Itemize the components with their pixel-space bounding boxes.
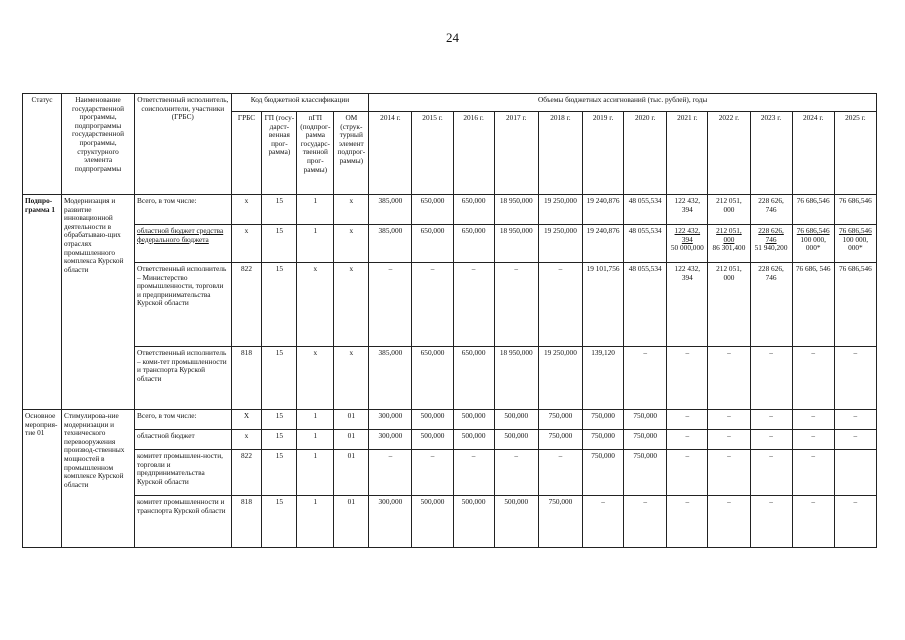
value: 500,000 [420,411,445,420]
value: 300,000 [378,411,403,420]
value-cell [538,347,582,410]
value: 18 950,000 [499,348,533,357]
value: 500,000 [504,431,529,440]
value-cell [583,410,624,430]
value: 750,000 [548,497,573,506]
code-pgp: 1 [297,496,334,548]
value-cell [667,496,708,548]
value-federal: 100 000, 000* [800,234,826,253]
value-cell [834,496,876,548]
value: – [727,497,731,506]
value-cell [583,450,624,496]
value-cell [834,430,876,450]
value-cell [369,450,412,496]
value: 76 686,546 [838,226,872,235]
value-cell [750,195,792,225]
header-year-6: 2020 г. [624,112,667,195]
code-om: x [334,347,369,410]
code-grbs: x [231,225,262,263]
value-cell [750,347,792,410]
header-responsible: Ответственный исполнитель, соисполнители, участники (ГРБС) [135,94,232,195]
value: – [769,348,773,357]
code-grbs: X [231,410,262,430]
value: 385,000 [378,348,403,357]
code-gp: 15 [262,347,297,410]
value: 385,000 [378,226,403,235]
value: – [811,348,816,357]
value: – [685,348,690,357]
value-cell [792,195,834,225]
value-federal: 86 301,400 [712,243,746,253]
value: 500,000 [420,497,445,506]
value-cell [708,195,750,225]
value-cell [624,410,667,430]
value-cell [538,496,582,548]
value-cell [834,195,876,225]
value: 48 055,534 [628,226,662,235]
value-cell [369,263,412,347]
value: – [430,451,435,460]
header-volumes-group: Объемы бюджетных ассигнований (тыс. рублей), годы [369,94,877,112]
table-row [23,195,877,225]
value: – [727,451,731,460]
value: – [685,451,690,460]
value: 18 950,000 [499,226,533,235]
code-pgp: x [297,263,334,347]
value-cell [667,195,708,225]
value-cell [708,496,750,548]
value: 48 055,534 [628,264,662,273]
value-cell [792,496,834,548]
value-cell [792,347,834,410]
row-responsible: областной бюджет [135,430,232,450]
value-cell [453,410,494,430]
value-cell [412,263,453,347]
row-responsible: Всего, в том числе: [135,410,232,430]
header-year-9: 2023 г. [750,112,792,195]
value: 500,000 [461,411,486,420]
value: – [769,431,773,440]
value: 300,000 [378,431,403,440]
value-cell [708,410,750,430]
value-cell [708,430,750,450]
table-row [23,263,877,347]
value: 500,000 [461,497,486,506]
value-cell [624,347,667,410]
value-cell [538,225,582,263]
row-responsible: Ответственный исполнитель – Министерство промышленности, торговли и предпринимательства Курской области [135,263,232,347]
value: – [811,411,816,420]
code-grbs: 818 [231,496,262,548]
value: 750,000 [591,411,615,420]
value: 212 051, 000 [716,226,742,244]
table-row [23,496,877,548]
code-pgp: 1 [297,430,334,450]
value: 750,000 [591,451,615,460]
value: – [685,431,690,440]
value-cell [369,195,412,225]
value: 19 240,876 [586,196,620,205]
value: 650,000 [461,226,486,235]
header-year-11: 2025 г. [834,112,876,195]
value: 212 051, 000 [716,264,742,282]
value: – [601,497,605,506]
value: – [769,497,773,506]
code-pgp: 1 [297,410,334,430]
value: 19 250,000 [544,226,577,235]
value-cell [834,263,876,347]
value-cell [834,225,876,263]
page-number: 24 [446,30,459,45]
value: 76 686,546 [838,264,872,273]
value-cell [369,496,412,548]
header-name: Наименование государственной программы, подпрограммы государственной программы, структурного элемента подпрограммы [62,94,135,195]
code-pgp: x [297,347,334,410]
value: 750,000 [548,411,573,420]
value-cell [583,430,624,450]
code-gp: 15 [262,430,297,450]
value-cell [667,450,708,496]
value-cell [369,410,412,430]
value: 19 240,876 [586,226,620,235]
value-cell [453,225,494,263]
header-year-1: 2015 г. [412,112,453,195]
value-cell [792,410,834,430]
value-cell [792,263,834,347]
table-row [23,450,877,496]
budget-table [22,93,877,548]
value-cell [624,450,667,496]
value-cell [834,410,876,430]
value: – [643,348,648,357]
row-responsible: комитет промышленности и транспорта Курской области [135,496,232,548]
value-cell [583,195,624,225]
header-code-3: ОМ (струк-турный элемент подпрог-раммы) [334,112,369,195]
header-code-group: Код бюджетной классификации [231,94,369,112]
value-cell [453,496,494,548]
value: 750,000 [633,451,658,460]
value: 122 432, 394 [674,196,701,214]
code-pgp: 1 [297,195,334,225]
code-om: 01 [334,496,369,548]
value: 19 250,000 [544,196,577,205]
value-cell [834,347,876,410]
value-federal: 51 940,200 [754,243,788,253]
value-cell [708,263,750,347]
value: – [727,348,731,357]
code-grbs: 822 [231,450,262,496]
code-om: x [334,225,369,263]
value: 750,000 [591,431,615,440]
value-cell [750,450,792,496]
value-cell [750,410,792,430]
value-cell [708,450,750,496]
value: – [811,451,816,460]
value: – [853,348,858,357]
row-name: Стимулирова-ние модернизации и технического перевооружения производ-ственных мощностей в промышленном комплексе Курской области [62,410,135,548]
value-federal: 100 000, 000* [842,234,869,253]
code-gp: 15 [262,225,297,263]
code-grbs: x [231,430,262,450]
value-cell [834,450,876,496]
value: 212 051, 000 [716,196,742,214]
value: – [853,497,858,506]
value-cell [667,263,708,347]
value: 650,000 [420,226,445,235]
value-cell [667,225,708,263]
value-cell [453,195,494,225]
header-year-2: 2016 г. [453,112,494,195]
value-cell [494,225,538,263]
header-year-3: 2017 г. [494,112,538,195]
value-cell [792,225,834,263]
value-cell [583,347,624,410]
value: 650,000 [420,348,445,357]
value: – [514,264,519,273]
row-responsible: Всего, в том числе: [135,195,232,225]
value: 139,120 [591,348,615,357]
value-cell [494,450,538,496]
code-gp: 15 [262,450,297,496]
value: – [430,264,435,273]
value: 19 250,000 [544,348,577,357]
value: – [685,497,690,506]
value: 228 626, 746 [758,264,784,282]
row-responsible: областной бюджет средства федерального бюджета [135,225,232,263]
value-cell [792,430,834,450]
value-cell [538,430,582,450]
header-year-0: 2014 г. [369,112,412,195]
header-code-2: пГП (подпрог-рамма государс-твенной прог-раммы) [297,112,334,195]
header-year-5: 2019 г. [583,112,624,195]
value-cell [583,496,624,548]
value: 76 686,546 [796,196,830,205]
value: – [769,411,773,420]
value: 228 626, 746 [758,196,784,214]
value-cell [750,496,792,548]
value: 228 626, 746 [758,226,784,244]
value-cell [708,225,750,263]
value-cell [453,347,494,410]
row-status: Подпро-грамма 1 [23,195,62,410]
value-cell [494,496,538,548]
value: – [388,451,393,460]
code-om: 01 [334,410,369,430]
header-year-10: 2024 г. [792,112,834,195]
header-year-4: 2018 г. [538,112,582,195]
value-cell [412,347,453,410]
value: – [811,497,816,506]
value: 500,000 [420,431,445,440]
value: 300,000 [378,497,403,506]
value-cell [412,430,453,450]
value: – [685,411,690,420]
value: 650,000 [420,196,445,205]
value: 19 101,756 [586,264,620,273]
table-row [23,430,877,450]
code-om: 01 [334,450,369,496]
code-pgp: 1 [297,450,334,496]
row-name: Модернизация и развитие инновационной деятельности в обрабатываю-щих отраслях промышленного комплекса Курской области [62,195,135,410]
value-cell [624,430,667,450]
value-cell [412,410,453,430]
value-cell [412,225,453,263]
value: 750,000 [633,411,658,420]
value: – [769,451,773,460]
value: 650,000 [461,348,486,357]
value-cell [624,496,667,548]
code-om: x [334,263,369,347]
value: – [388,264,393,273]
code-om: 01 [334,430,369,450]
code-gp: 15 [262,263,297,347]
value: 76 686, 546 [795,264,831,273]
value: 385,000 [378,196,403,205]
value: – [558,264,563,273]
value-cell [750,430,792,450]
value: 500,000 [504,497,529,506]
value-cell [792,450,834,496]
value: 750,000 [633,431,658,440]
value-cell [412,195,453,225]
value-cell [750,225,792,263]
code-grbs: 818 [231,347,262,410]
value-cell [667,347,708,410]
value: 122 432, 394 [674,264,701,282]
table-row [23,410,877,430]
value-cell [750,263,792,347]
value-cell [538,263,582,347]
value-cell [583,225,624,263]
value-cell [624,263,667,347]
value: 18 950,000 [499,196,533,205]
value-cell [538,450,582,496]
value: 750,000 [548,431,573,440]
header-code-1: ГП (госу-дарст-венная прог-рамма) [262,112,297,195]
value-cell [494,410,538,430]
code-gp: 15 [262,496,297,548]
value-cell [453,450,494,496]
code-pgp: 1 [297,225,334,263]
value-cell [412,496,453,548]
value-federal: 50 000,000 [670,243,704,253]
value: 76 686,546 [838,196,872,205]
header-year-8: 2022 г. [708,112,750,195]
value: – [514,451,519,460]
table-row [23,347,877,410]
value: – [558,451,563,460]
value: – [471,451,476,460]
header-year-7: 2021 г. [667,112,708,195]
value: – [471,264,476,273]
value-cell [624,225,667,263]
value-cell [412,450,453,496]
value: 76 686,546 [796,226,830,235]
value-cell [369,347,412,410]
value-cell [538,195,582,225]
value: 650,000 [461,196,486,205]
value-cell [369,430,412,450]
value: 122 432, 394 [674,226,701,244]
value: – [727,411,731,420]
value-cell [708,347,750,410]
value-cell [538,410,582,430]
value-cell [494,430,538,450]
value: – [853,411,858,420]
code-gp: 15 [262,410,297,430]
value-cell [494,263,538,347]
row-status: Основное мероприя-тие 01 [23,410,62,548]
value: 48 055,534 [628,196,662,205]
value-cell [667,410,708,430]
value: – [811,431,816,440]
code-om: x [334,195,369,225]
value: – [853,431,858,440]
code-grbs: x [231,195,262,225]
code-gp: 15 [262,195,297,225]
row-responsible: комитет промышлен-ности, торговли и предпринимательства Курской области [135,450,232,496]
value-cell [494,195,538,225]
value: – [727,431,731,440]
value-cell [624,195,667,225]
value-cell [453,430,494,450]
value: 500,000 [504,411,529,420]
value-cell [583,263,624,347]
code-grbs: 822 [231,263,262,347]
header-code-0: ГРБС [231,112,262,195]
value-cell [667,430,708,450]
value: 500,000 [461,431,486,440]
value-cell [494,347,538,410]
table-row [23,225,877,263]
row-responsible: Ответственный исполнитель – коми-тет промышленности и транспорта Курской области [135,347,232,410]
value-cell [453,263,494,347]
value-cell [369,225,412,263]
value: – [643,497,648,506]
header-status: Статус [23,94,62,195]
